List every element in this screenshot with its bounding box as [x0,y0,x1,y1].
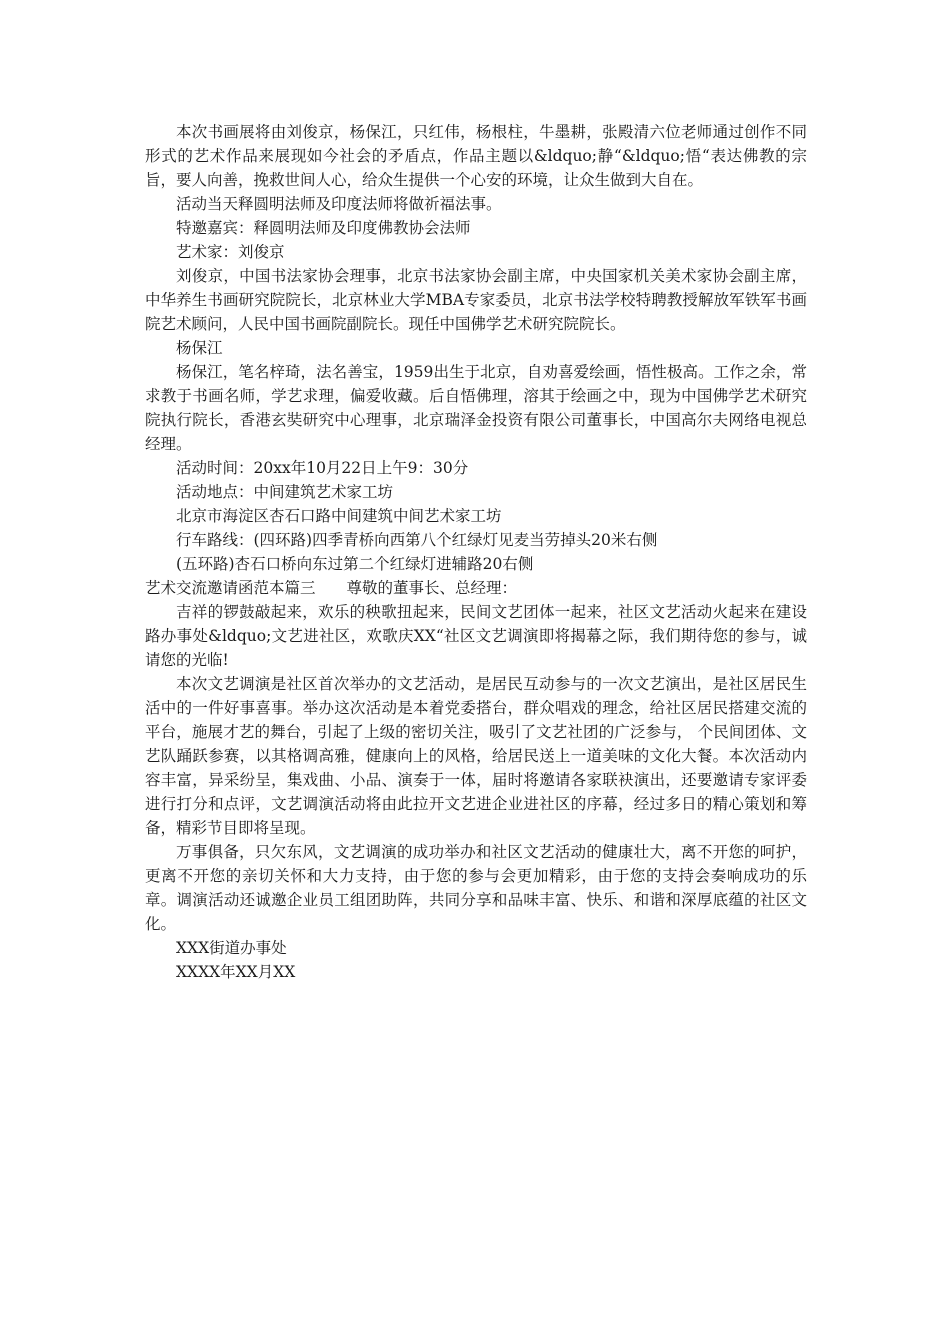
paragraph-artist-bio-yang: 杨保江，笔名梓琦，法名善宝，1959出生于北京，自劝喜爱绘画，悟性极高。工作之余，常求教于书画名师，学艺求理，偏爱收藏。后自悟佛理，溶其于绘画之中，现为中国佛学艺术研究院执行院长，香港玄奘研究中心理事，北京瑞泽金投资有限公司董事长，中国高尔夫网络电视总经理。 [145,363,807,453]
document-body [145,120,807,984]
paragraph-blessing-ceremony: 活动当天释圆明法师及印度法师将做祈福法事。 [176,195,502,213]
paragraph-signature-date: XXXX年XX月XX [176,963,296,981]
paragraph-event-time: 活动时间：20xx年10月22日上午9：30分 [176,459,469,477]
paragraph-closing-appeal: 万事俱备，只欠东风，文艺调演的成功举办和社区文艺活动的健康壮大，离不开您的呵护，更离不开您的亲切关怀和大力支持，由于您的参与会更加精彩，由于您的支持会奏响成功的乐章。调演活动还诚邀企业员工组团助阵，共同分享和品味丰富、快乐、和谐和深厚底蕴的社区文化。 [145,843,807,933]
paragraph-event-description: 本次文艺调演是社区首次举办的文艺活动，是居民互动参与的一次文艺演出，是社区居民生活中的一件好事喜事。举办这次活动是本着党委搭台，群众唱戏的理念，给社区居民搭建交流的平台，施展才艺的舞台，引起了上级的密切关注，吸引了文艺社团的广泛参与， 个民间团体、文艺队踊跃参赛，以其格调高雅，健康向上的风格，给居民送上一道美味的文化大餐。本次活动内容丰富，异采纷呈，集戏曲、小品、演奏于一体，届时将邀请各家联袂演出，还要邀请专家评委进行打分和点评，文艺调演活动将由此拉开文艺进企业进社区的序幕，经过多日的精心策划和筹备，精彩节目即将呈现。 [145,675,807,837]
paragraph-artist-bio-liu: 刘俊京，中国书法家协会理事，北京书法家协会副主席，中央国家机关美术家协会副主席，中华养生书画研究院院长，北京林业大学MBA专家委员，北京书法学校特聘教授解放军铁军书画院艺术顾问，人民中国书画院副院长。现任中国佛学艺术研究院院长。 [145,267,807,333]
paragraph-artist-name-yang: 杨保江 [176,339,223,357]
paragraph-invitation-opening: 吉祥的锣鼓敲起来，欢乐的秧歌扭起来，民间文艺团体一起来，社区文艺活动火起来在建设路办事处&ldquo;文艺进社区，欢歌庆XX“社区文艺调演即将揭幕之际，我们期待您的参与，诚请您的光临! [145,603,807,669]
paragraph-event-venue: 活动地点：中间建筑艺术家工坊 [176,483,394,501]
paragraph-venue-address: 北京市海淀区杏石口路中间建筑中间艺术家工坊 [176,507,502,525]
paragraph-route-fifth-ring: (五环路)杏石口桥向东过第二个红绿灯进辅路20右侧 [176,555,534,573]
paragraph-route-fourth-ring: 行车路线：(四环路)四季青桥向西第八个红绿灯见麦当劳掉头20米右侧 [176,531,658,549]
paragraph-special-guests: 特邀嘉宾：释圆明法师及印度佛教协会法师 [176,219,471,237]
paragraph-template-heading-salutation: 艺术交流邀请函范本篇三 尊敬的董事长、总经理： [145,579,518,597]
paragraph-artist-heading: 艺术家：刘俊京 [176,243,285,261]
paragraph-exhibition-intro: 本次书画展将由刘俊京，杨保江，只红伟，杨根柱，牛墨耕，张殿清六位老师通过创作不同形式的艺术作品来展现如今社会的矛盾点，作品主题以&ldquo;静“&ldquo;悟“表达佛教的宗旨，要人向善，挽救世间人心，给众生提供一个心安的环境，让众生做到大自在。 [145,123,807,189]
paragraph-signature-office: XXX街道办事处 [176,939,287,957]
